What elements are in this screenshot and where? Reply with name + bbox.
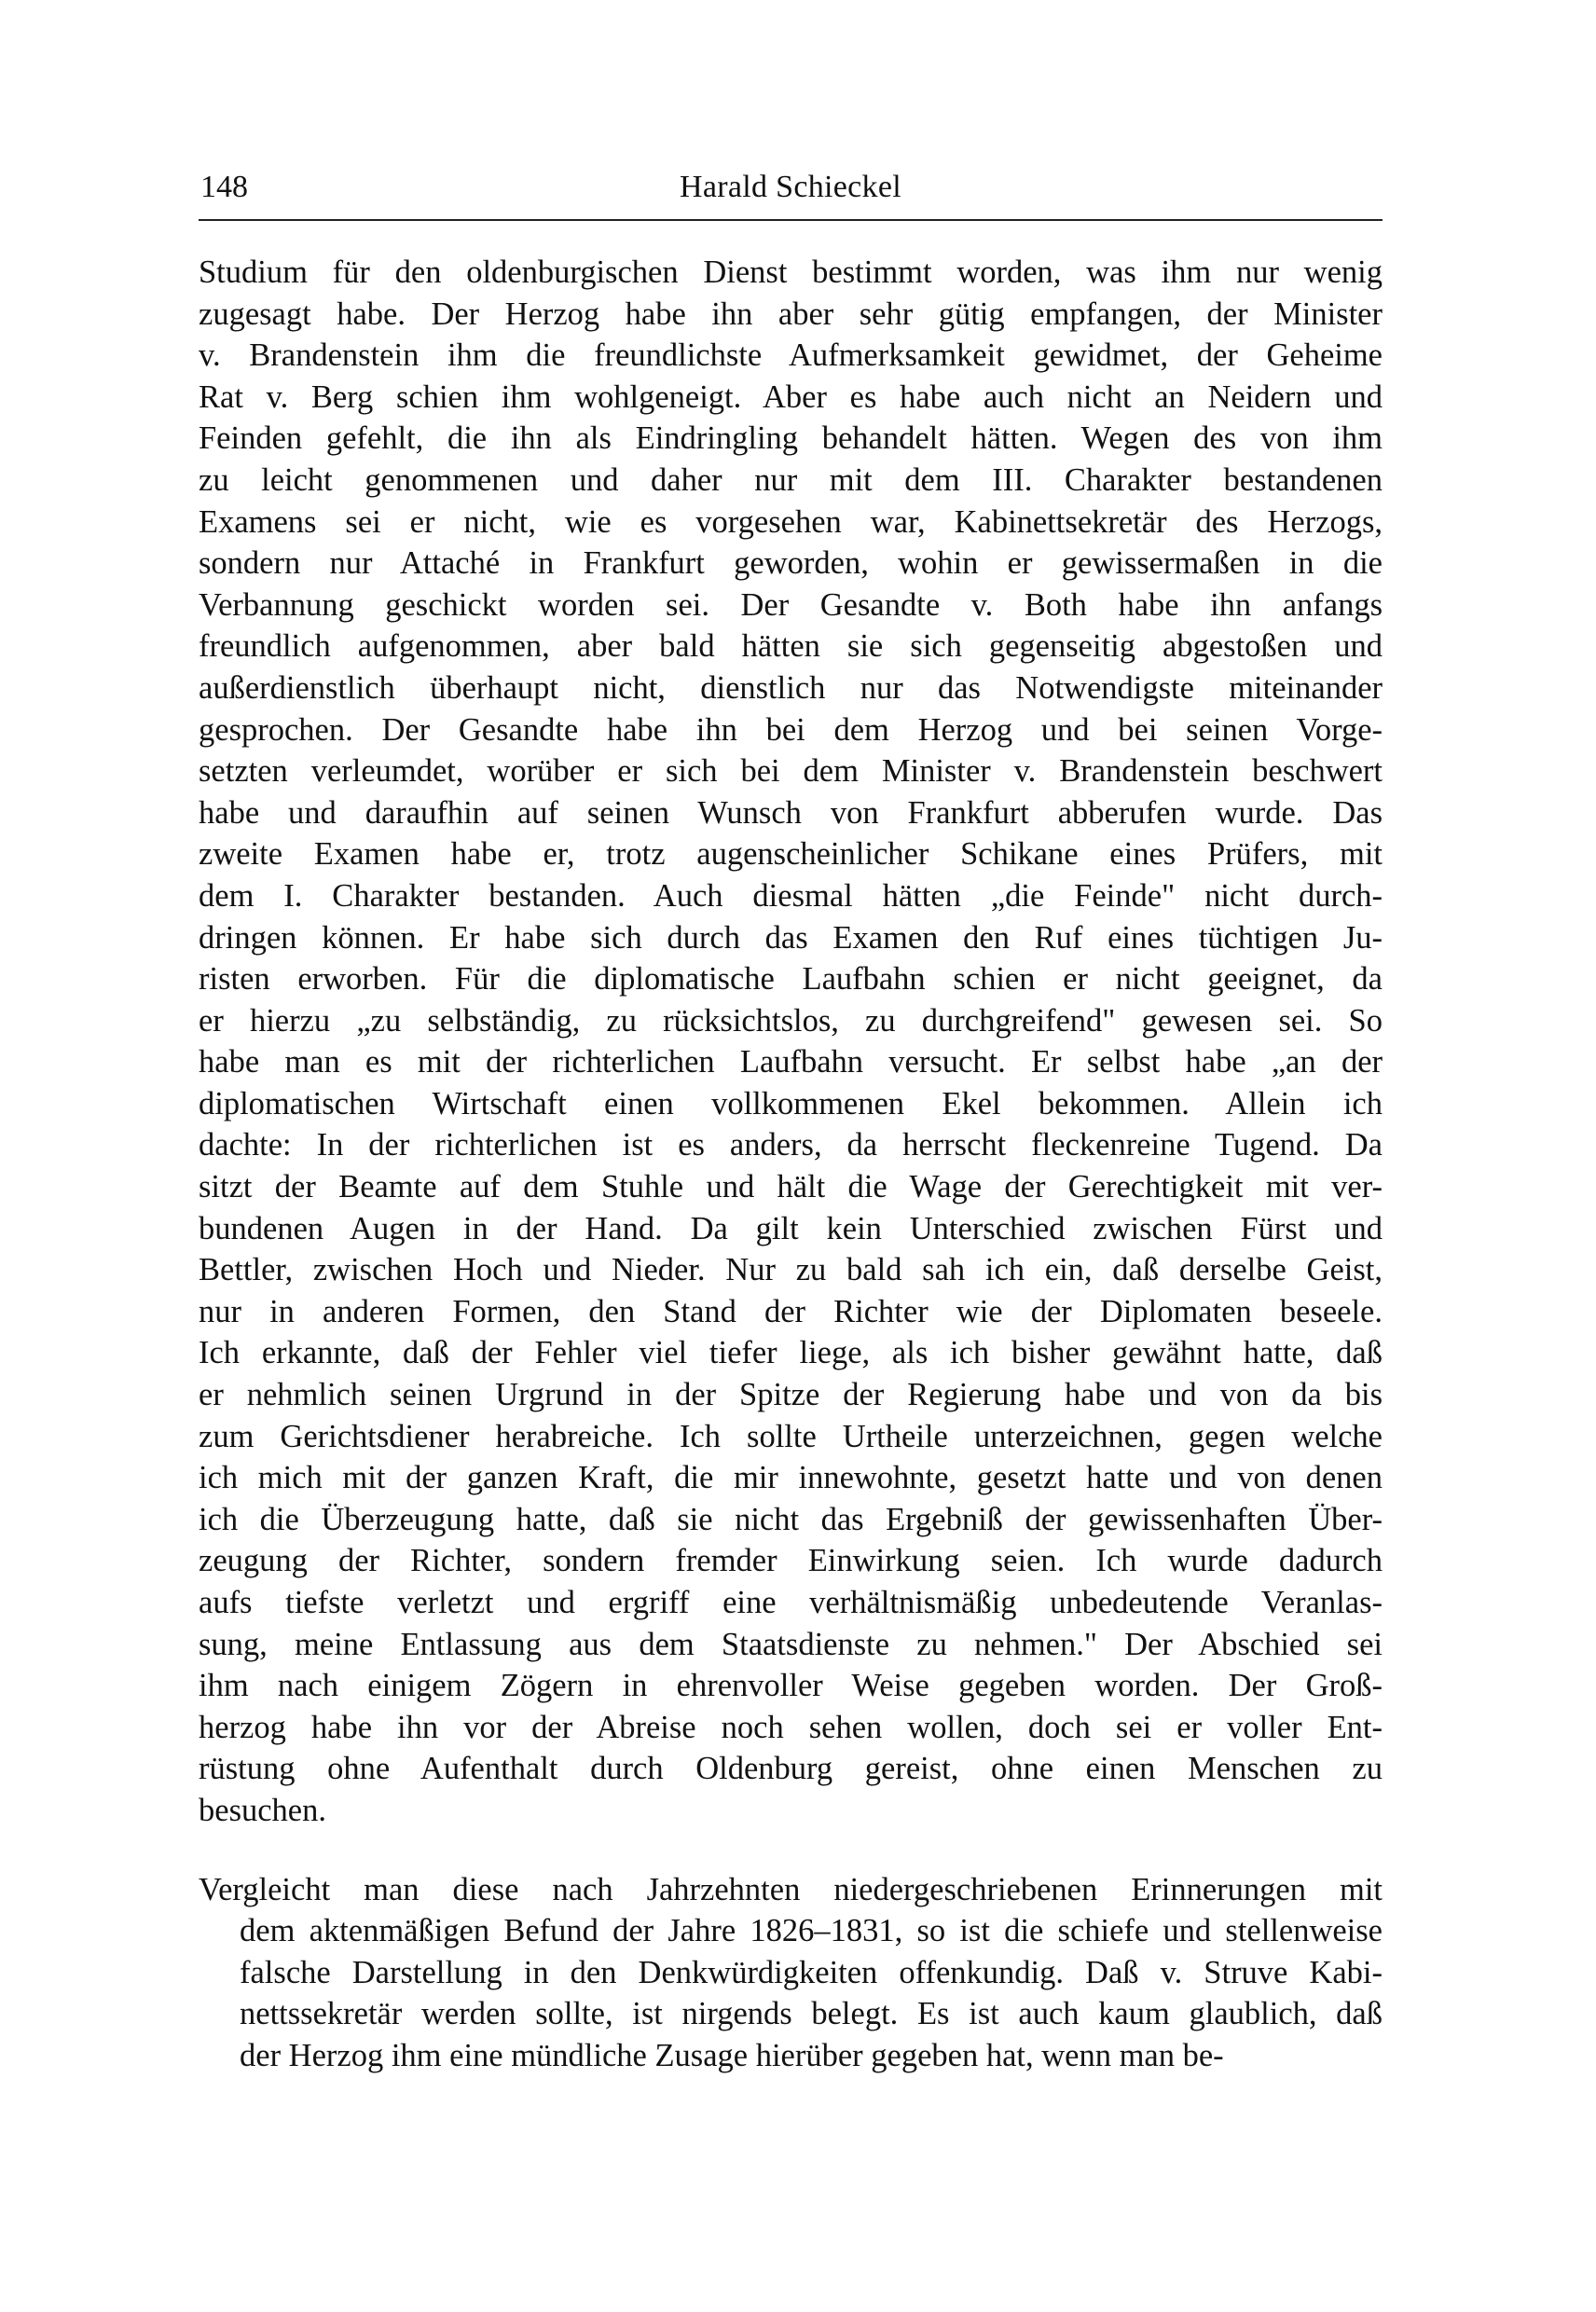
running-head: Harald Schieckel	[680, 170, 901, 204]
text-line: falsche Darstellung in den Denkwürdigkeiten offenkundig. Daß v. Struve Kabi-	[240, 1954, 1383, 1990]
text-line: zugesagt habe. Der Herzog habe ihn aber sehr gütig empfangen, der Minister	[199, 296, 1383, 332]
text-line: gesprochen. Der Gesandte habe ihn bei dem Herzog und bei seinen Vorge-	[199, 711, 1383, 748]
text-line: zeugung der Richter, sondern fremder Einwirkung seien. Ich wurde dadurch	[199, 1543, 1383, 1579]
paragraph-gap	[199, 1832, 1383, 1869]
text-line: zweite Examen habe er, trotz augenscheinlicher Schikane eines Prüfers, mit	[199, 836, 1383, 873]
text-line: bundenen Augen in der Hand. Da gilt kein Unterschied zwischen Fürst und	[199, 1210, 1383, 1246]
text-line: sondern nur Attaché in Frankfurt geworden, wohin er gewissermaßen in die	[199, 545, 1383, 582]
text-line: besuchen.	[199, 1792, 326, 1828]
text-line: ihm nach einigem Zögern in ehrenvoller Weise gegeben worden. Der Groß-	[199, 1668, 1383, 1704]
text-line: ich mich mit der ganzen Kraft, die mir innewohnte, gesetzt hatte und von denen	[199, 1460, 1383, 1496]
text-line: nur in anderen Formen, den Stand der Richter wie der Diplomaten beseele.	[199, 1293, 1383, 1329]
text-line: diplomatischen Wirtschaft einen vollkommenen Ekel bekommen. Allein ich	[199, 1085, 1383, 1122]
text-line: zum Gerichtsdiener herabreiche. Ich sollte Urtheile unterzeichnen, gegen welche	[199, 1418, 1383, 1454]
text-line: Feinden gefehlt, die ihn als Eindringling behandelt hätten. Wegen des von ihm	[199, 420, 1383, 457]
text-line: Studium für den oldenburgischen Dienst bestimmt worden, was ihm nur wenig	[199, 255, 1383, 290]
text-line: setzten verleumdet, worüber er sich bei dem Minister v. Brandenstein beschwert	[199, 753, 1383, 790]
paragraph	[199, 252, 1383, 1832]
text-line: Ich erkannte, daß der Fehler viel tiefer liege, als ich bisher gewähnt hatte, daß	[199, 1335, 1383, 1371]
text-line: dachte: In der richterlichen ist es anders, da herrscht fleckenreine Tugend. Da	[199, 1127, 1383, 1163]
paragraph	[199, 1869, 1383, 2077]
text-line: sitzt der Beamte auf dem Stuhle und hält die Wage der Gerechtigkeit mit ver-	[199, 1169, 1383, 1205]
text-line: freundlich aufgenommen, aber bald hätten sie sich gegenseitig abgestoßen und	[199, 628, 1383, 665]
body-text	[199, 252, 1383, 2077]
text-line: dem aktenmäßigen Befund der Jahre 1826–1831, so ist die schiefe und stellenweise	[240, 1913, 1383, 1949]
text-line: nettssekretär werden sollte, ist nirgends belegt. Es ist auch kaum glaublich, daß	[240, 1996, 1383, 2032]
paragraph-container	[199, 252, 1383, 2077]
text-line: ich die Überzeugung hatte, daß sie nicht das Ergebniß der gewissenhaften Über-	[199, 1501, 1383, 1537]
text-line: zu leicht genommenen und daher nur mit dem III. Charakter bestandenen	[199, 461, 1383, 498]
text-line: rüstung ohne Aufenthalt durch Oldenburg gereist, ohne einen Menschen zu	[199, 1751, 1383, 1787]
text-line: Examens sei er nicht, wie es vorgesehen war, Kabinettsekretär des Herzogs,	[199, 503, 1383, 540]
text-line: außerdienstlich überhaupt nicht, dienstlich nur das Notwendigste miteinander	[199, 669, 1383, 706]
text-line: herzog habe ihn vor der Abreise noch sehen wollen, doch sei er voller Ent-	[199, 1709, 1383, 1745]
text-line: aufs tiefste verletzt und ergriff eine verhältnismäßig unbedeutende Veranlas-	[199, 1585, 1383, 1620]
text-line: er hierzu „zu selbständig, zu rücksichtslos, zu durchgreifend" gewesen sei. So	[199, 1002, 1383, 1039]
text-line: der Herzog ihm eine mündliche Zusage hierüber gegeben hat, wenn man be-	[240, 2037, 1224, 2073]
text-line: Verbannung geschickt worden sei. Der Gesandte v. Both habe ihn anfangs	[199, 586, 1383, 623]
text-line: er nehmlich seinen Urgrund in der Spitze der Regierung habe und von da bis	[199, 1377, 1383, 1413]
text-line: habe man es mit der richterlichen Laufbahn versucht. Er selbst habe „an der	[199, 1044, 1383, 1080]
text-line: sung, meine Entlassung aus dem Staatsdienste zu nehmen." Der Abschied sei	[199, 1626, 1383, 1662]
text-line: v. Brandenstein ihm die freundlichste Aufmerksamkeit gewidmet, der Geheime	[199, 337, 1383, 374]
page-number: 148	[200, 170, 248, 204]
text-line: habe und daraufhin auf seinen Wunsch von Frankfurt abberufen wurde. Das	[199, 794, 1383, 831]
text-line: dringen können. Er habe sich durch das Examen den Ruf eines tüchtigen Ju-	[199, 919, 1383, 956]
text-line: Vergleicht man diese nach Jahrzehnten niedergeschriebenen Erinnerungen mit	[199, 1871, 1383, 1907]
text-line: dem I. Charakter bestanden. Auch diesmal hätten „die Feinde" nicht durch-	[199, 877, 1383, 914]
text-line: Bettler, zwischen Hoch und Nieder. Nur zu bald sah ich ein, daß derselbe Geist,	[199, 1252, 1383, 1288]
text-line: risten erworben. Für die diplomatische Laufbahn schien er nicht geeignet, da	[199, 961, 1383, 998]
document-page	[199, 0, 1383, 2312]
text-line: Rat v. Berg schien ihm wohlgeneigt. Aber es habe auch nicht an Neidern und	[199, 378, 1383, 415]
page-header	[199, 169, 1383, 221]
